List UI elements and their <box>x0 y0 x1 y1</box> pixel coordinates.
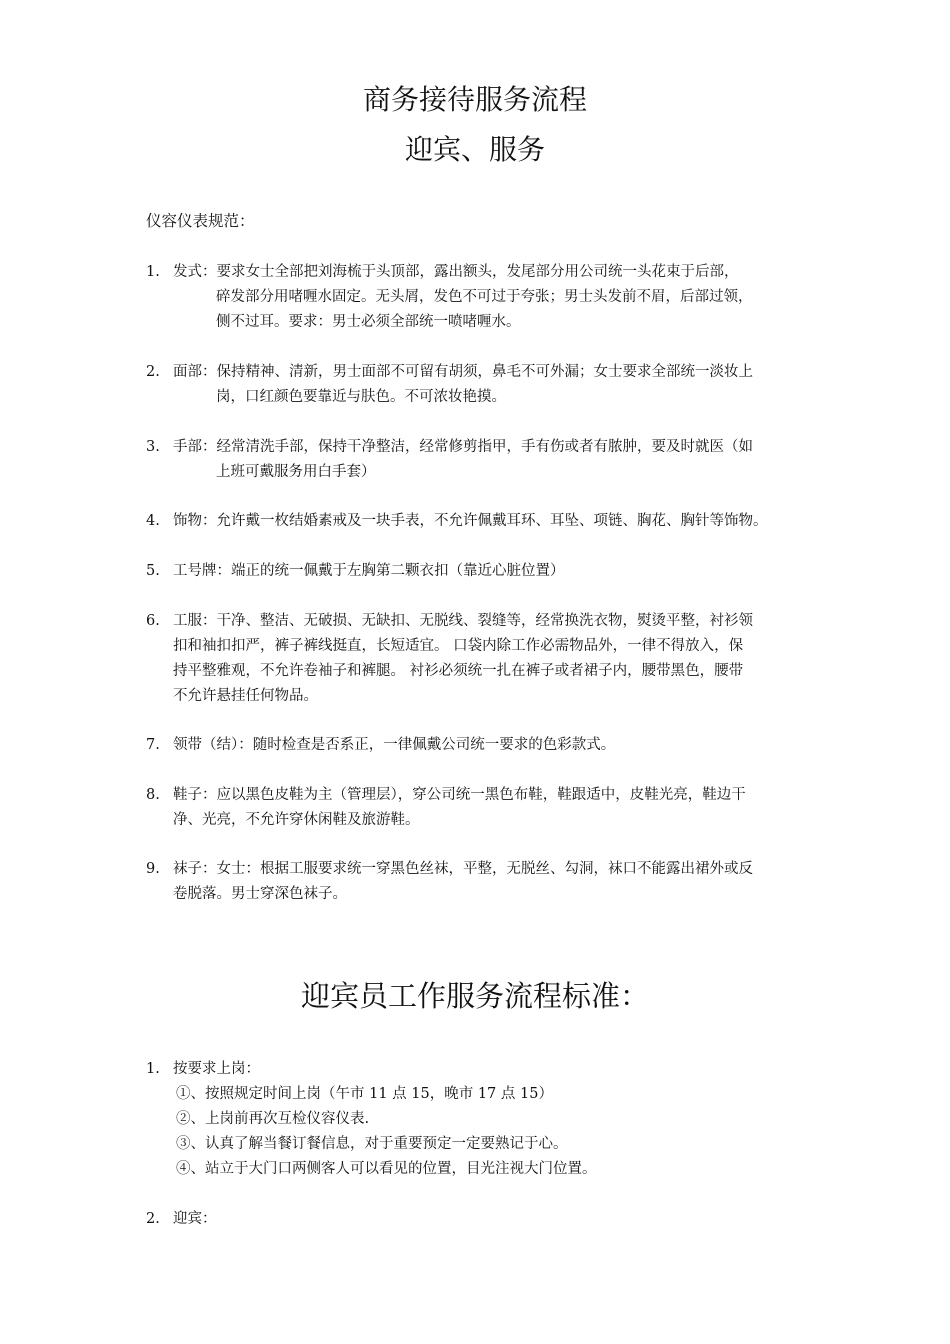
grooming-item-shoes <box>146 783 810 833</box>
document-subtitle: 迎宾、服务 <box>404 133 545 166</box>
item-number: 2. <box>146 1211 160 1227</box>
item-number: 9. <box>146 861 160 877</box>
workflow-subitem: ②、上岗前再次互检仪容仪表. <box>176 1111 370 1127</box>
grooming-item-hair <box>146 260 810 335</box>
grooming-item-face <box>146 360 810 410</box>
workflow-title: 迎宾员工作服务流程标准： <box>300 979 649 1013</box>
item-number: 8. <box>146 787 160 803</box>
item-line: 上班可戴服务用白手套） <box>216 464 376 480</box>
item-line: 净、光亮，不允许穿休闲鞋及旅游鞋。 <box>173 812 420 828</box>
item-line: 岗，口红颜色要靠近与肤色。不可浓妆艳摸。 <box>216 389 506 405</box>
item-line: 扣和袖扣扣严，裤子裤线挺直，长短适宜。 口袋内除工作必需物品外，一律不得放入，保 <box>173 638 744 654</box>
item-number: 7. <box>146 737 160 753</box>
item-line: 工服：干净、整洁、无破损、无缺扣、无脱线、裂缝等，经常换洗衣物，熨烫平整，衬衫领 <box>173 613 753 629</box>
workflow-item-on-duty <box>146 1057 810 1082</box>
item-number: 1. <box>146 1061 160 1077</box>
workflow-item-welcome <box>146 1207 810 1232</box>
grooming-item-uniform <box>146 609 810 709</box>
item-number: 6. <box>146 613 160 629</box>
item-line: 不允许悬挂任何物品。 <box>173 688 318 704</box>
item-number: 3. <box>146 439 160 455</box>
grooming-item-tie <box>146 733 810 758</box>
item-line: 手部：经常清洗手部，保持干净整洁，经常修剪指甲，手有伤或者有脓肿，要及时就医（如 <box>173 439 753 455</box>
grooming-item-socks <box>146 857 810 907</box>
grooming-item-badge <box>146 559 810 584</box>
document-title: 商务接待服务流程 <box>362 83 587 116</box>
item-line: 发式：要求女士全部把刘海梳于头顶部，露出额头，发尾部分用公司统一头花束于后部， <box>173 264 739 280</box>
item-line: 饰物：允许戴一枚结婚素戒及一块手表，不允许佩戴耳环、耳坠、项链、胸花、胸针等饰物。 <box>173 513 768 529</box>
item-line: 面部：保持精神、清新，男士面部不可留有胡须，鼻毛不可外漏；女士要求全部统一淡妆上 <box>173 364 753 380</box>
item-line: 迎宾： <box>173 1211 217 1227</box>
item-line: 碎发部分用啫喱水固定。无头屑，发色不可过于夸张；男士头发前不眉，后部过领， <box>216 289 753 305</box>
workflow-subitem: ③、认真了解当餐订餐信息，对于重要预定一定要熟记于心。 <box>176 1136 568 1152</box>
workflow-subitem: ④、站立于大门口两侧客人可以看见的位置，目光注视大门位置。 <box>176 1161 597 1177</box>
grooming-item-accessories <box>146 509 810 534</box>
item-line: 鞋子：应以黑色皮鞋为主（管理层），穿公司统一黑色布鞋，鞋跟适中，皮鞋光亮，鞋边干 <box>173 787 746 803</box>
item-line: 持平整雅观，不允许卷袖子和裤腿。 衬衫必须统一扎在裤子或者裙子内，腰带黑色，腰带 <box>173 663 744 679</box>
item-line: 工号牌：端正的统一佩戴于左胸第二颗衣扣（靠近心脏位置） <box>173 563 565 579</box>
item-number: 4. <box>146 513 160 529</box>
grooming-item-hands <box>146 435 810 485</box>
item-line: 袜子：女士：根据工服要求统一穿黑色丝袜，平整，无脱丝、勾洞，袜口不能露出裙外或反 <box>173 861 753 877</box>
item-line: 侧不过耳。要求：男士必须全部统一喷啫喱水。 <box>216 314 521 330</box>
item-number: 2. <box>146 364 160 380</box>
item-number: 1. <box>146 264 160 280</box>
grooming-heading: 仪容仪表规范： <box>146 212 255 230</box>
item-line: 卷脱落。男士穿深色袜子。 <box>173 886 347 902</box>
item-line: 领带（结）：随时检查是否系正，一律佩戴公司统一要求的色彩款式。 <box>173 737 616 753</box>
item-number: 5. <box>146 563 160 579</box>
workflow-subitem: ①、按照规定时间上岗（午市 11 点 15，晚市 17 点 15） <box>176 1086 553 1102</box>
item-line: 按要求上岗： <box>173 1061 260 1077</box>
